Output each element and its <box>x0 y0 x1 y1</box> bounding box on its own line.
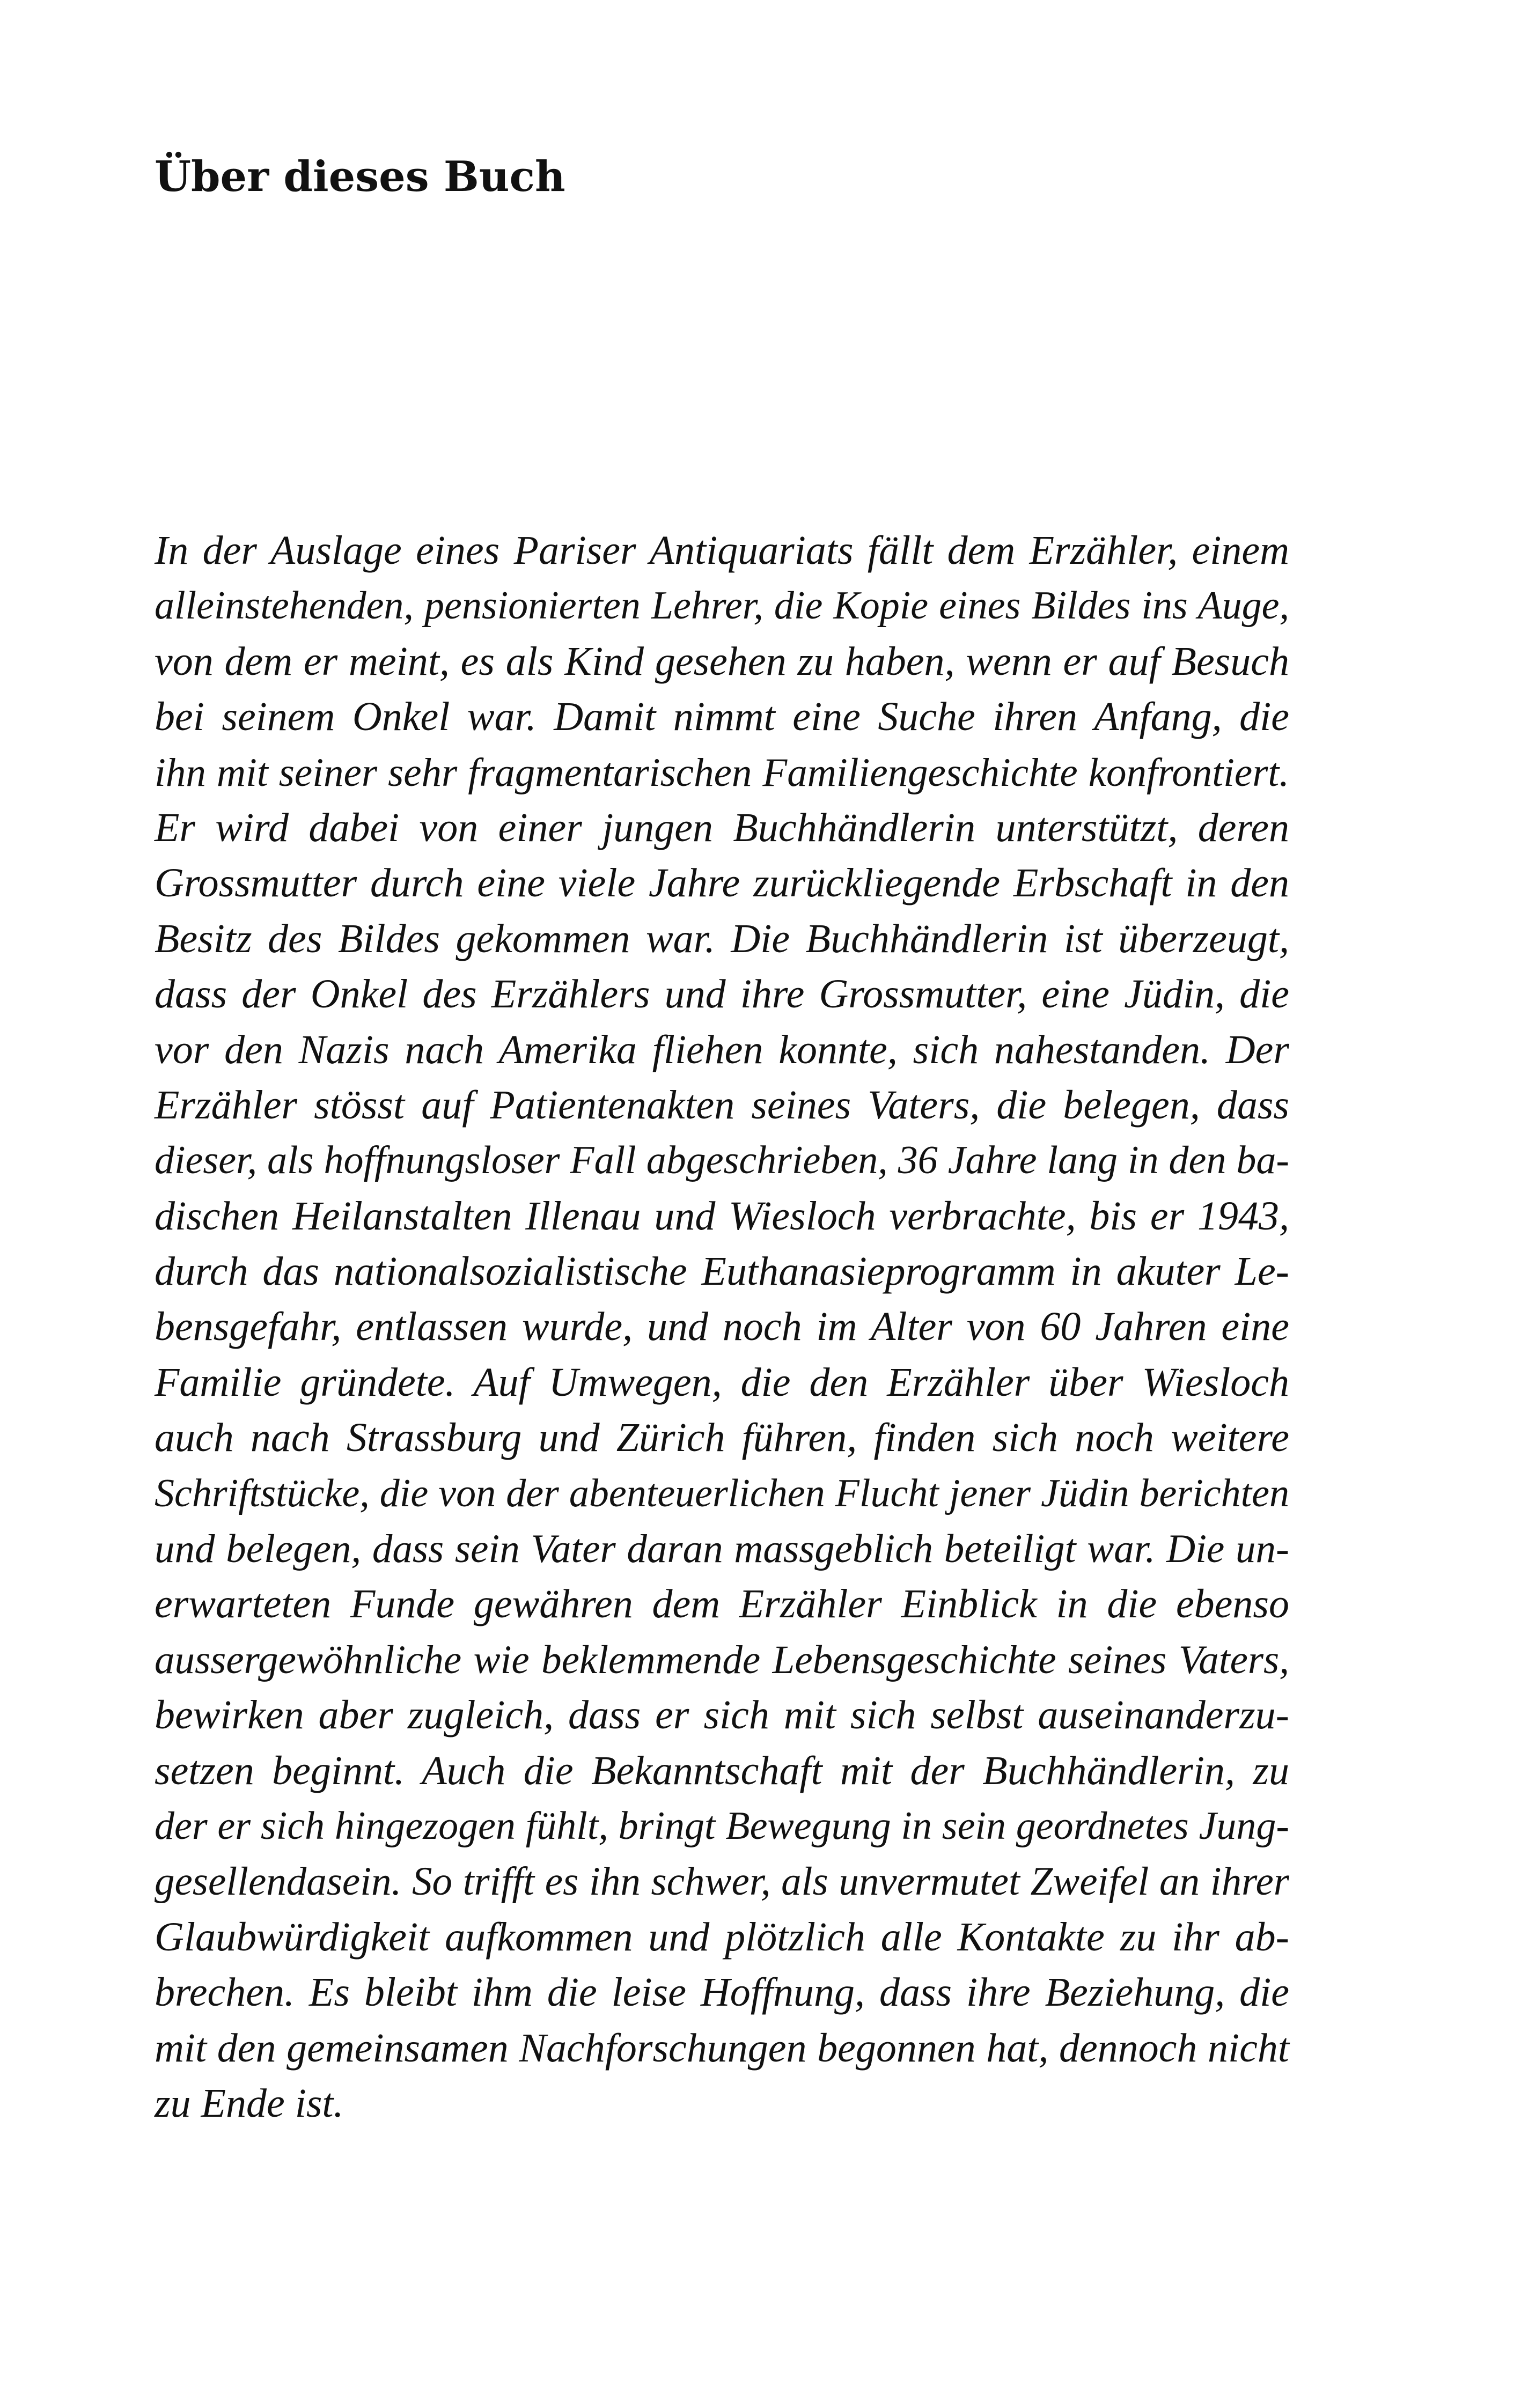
paragraph-line: bewirken aber zugleich, dass er sich mit sich selbst auseinanderzu- <box>155 1692 1289 1738</box>
paragraph-line: mit den gemeinsamen Nachforschungen begonnen hat, dennoch nicht <box>155 2025 1289 2071</box>
paragraph-line: der er sich hingezogen fühlt, bringt Bewegung in sein geordnetes Jung- <box>155 1803 1289 1848</box>
paragraph-line: Erzähler stösst auf Patientenakten seines Vaters, die belegen, dass <box>155 1082 1289 1128</box>
paragraph-line: Familie gründete. Auf Umwegen, die den Erzähler über Wiesloch <box>155 1359 1289 1405</box>
paragraph-line: und belegen, dass sein Vater daran massgeblich beteiligt war. Die un- <box>155 1527 1289 1572</box>
paragraph-line: alleinstehenden, pensionierten Lehrer, die Kopie eines Bildes ins Auge, <box>155 584 1289 628</box>
paragraph-line: bei seinem Onkel war. Damit nimmt eine Suche ihren Anfang, die <box>155 694 1289 740</box>
paragraph-line: gesellendasein. So trifft es ihn schwer, als unvermutet Zweifel an ihrer <box>155 1859 1289 1904</box>
paragraph-line: vor den Nazis nach Amerika fliehen konnte, sich nahestanden. Der <box>155 1027 1289 1072</box>
paragraph-line: dischen Heilanstalten Illenau und Wiesloch verbrachte, bis er 1943, <box>155 1193 1289 1239</box>
paragraph-line: brechen. Es bleibt ihm die leise Hoffnung, dass ihre Beziehung, die <box>155 1970 1289 2015</box>
paragraph-line: zu Ende ist. <box>155 2080 344 2126</box>
paragraph-line: In der Auslage eines Pariser Antiquariats fällt dem Erzähler, einem <box>155 528 1289 573</box>
paragraph-line: Besitz des Bildes gekommen war. Die Buchhändlerin ist überzeugt, <box>155 916 1289 961</box>
paragraph-line: von dem er meint, es als Kind gesehen zu haben, wenn er auf Besuch <box>155 638 1289 684</box>
page-heading: Über dieses Buch <box>155 152 565 201</box>
paragraph-line: dass der Onkel des Erzählers und ihre Grossmutter, eine Jüdin, die <box>155 971 1289 1017</box>
paragraph-line: Glaubwürdigkeit aufkommen und plötzlich alle Kontakte zu ihr ab- <box>155 1914 1289 1960</box>
paragraph-line: auch nach Strassburg und Zürich führen, finden sich noch weitere <box>155 1415 1289 1461</box>
paragraph-line: Grossmutter durch eine viele Jahre zurückliegende Erbschaft in den <box>155 860 1289 906</box>
paragraph-line: ihn mit seiner sehr fragmentarischen Familiengeschichte konfrontiert. <box>155 750 1289 795</box>
paragraph-line: aussergewöhnliche wie beklemmende Lebensgeschichte seines Vaters, <box>155 1637 1289 1682</box>
paragraph-line: Er wird dabei von einer jungen Buchhändlerin unterstützt, deren <box>155 805 1289 850</box>
paragraph-line: setzen beginnt. Auch die Bekanntschaft mit der Buchhändlerin, zu <box>155 1748 1289 1793</box>
paragraph-line: Schriftstücke, die von der abenteuerlichen Flucht jener Jüdin berichten <box>155 1471 1289 1515</box>
paragraph-line: dieser, als hoffnungsloser Fall abgeschrieben, 36 Jahre lang in den ba- <box>155 1138 1289 1183</box>
paragraph-line: erwarteten Funde gewähren dem Erzähler Einblick in die ebenso <box>155 1581 1289 1627</box>
blurb-paragraph <box>155 523 1289 2131</box>
paragraph-line: durch das nationalsozialistische Euthanasieprogramm in akuter Le- <box>155 1249 1289 1294</box>
paragraph-line: bensgefahr, entlassen wurde, und noch im Alter von 60 Jahren eine <box>155 1304 1289 1350</box>
